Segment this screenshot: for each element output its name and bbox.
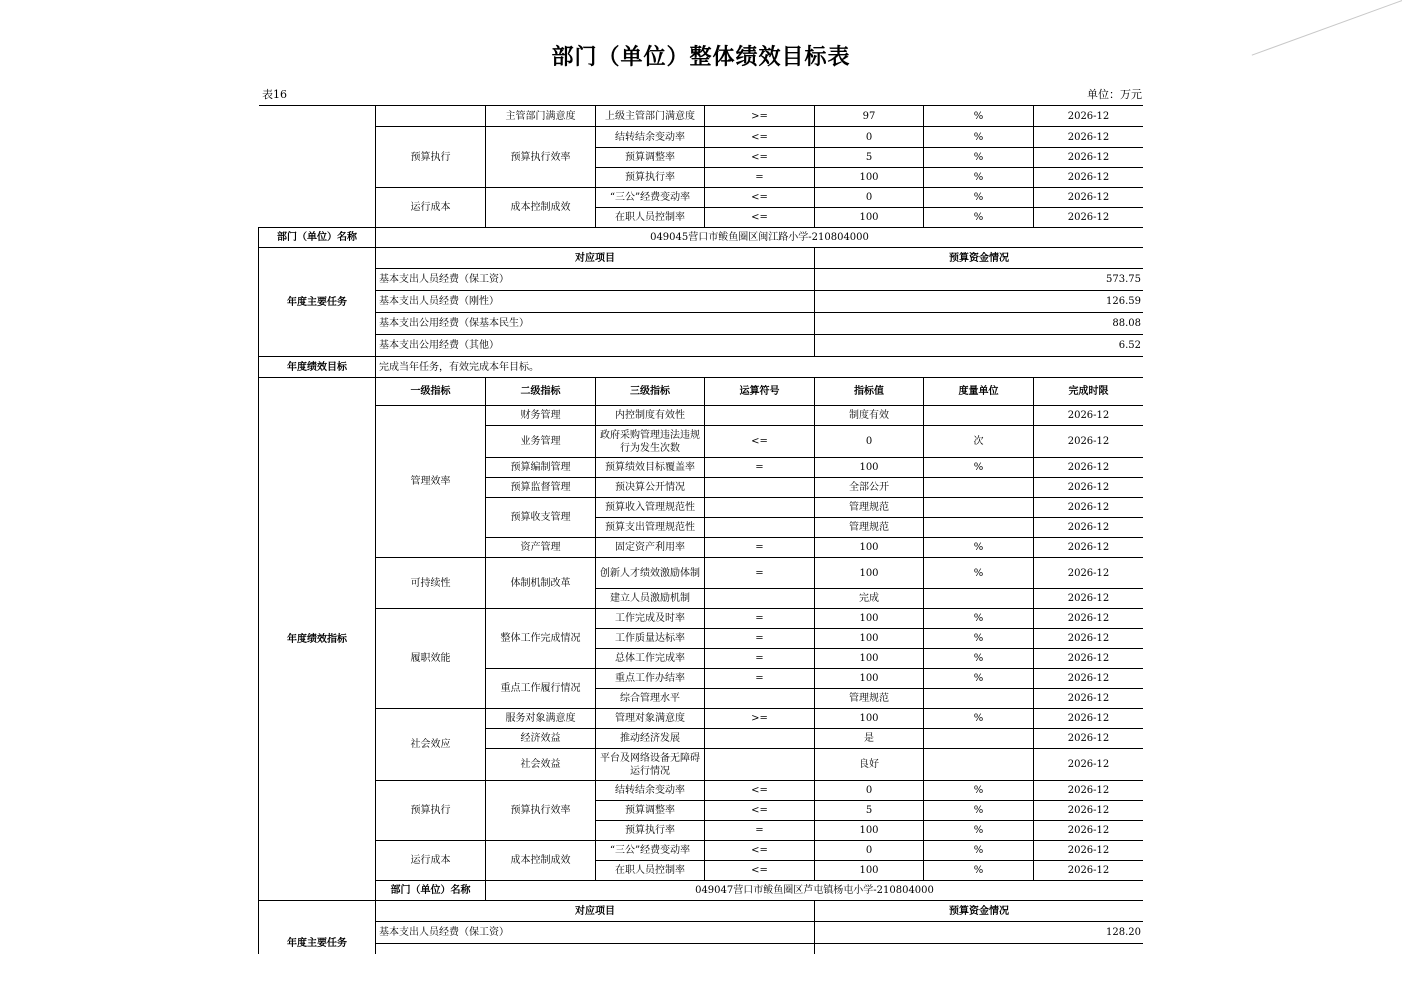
deadline-cell: 2026-12 [1034,609,1144,629]
unit-cell: % [924,649,1034,669]
l3-cell: 管理对象满意度 [596,709,705,729]
unit-cell: % [924,188,1034,208]
value-cell: 管理规范 [815,518,924,538]
unit-cell: % [924,709,1034,729]
project-name: 基本支出人员经费（刚性） [376,291,815,313]
l1-cell: 运行成本 [376,841,486,881]
continued-label-cell [259,106,376,228]
table-row [259,558,1144,589]
operator-cell: >= [705,709,815,729]
operator-cell: <= [705,127,815,148]
l3-cell: 预算调整率 [596,801,705,821]
unit-cell: 次 [924,426,1034,458]
project-amount: 573.75 [815,269,1144,291]
table-row [259,901,1144,922]
unit-cell: % [924,127,1034,148]
header-l3: 三级指标 [596,378,705,406]
operator-cell: = [705,649,815,669]
project-amount: 88.08 [815,313,1144,335]
l3-cell: 预算收入管理规范性 [596,498,705,518]
unit-cell [924,689,1034,709]
operator-cell [705,518,815,538]
project-amount: 6.52 [815,335,1144,357]
value-cell: 100 [815,538,924,558]
operator-cell: <= [705,781,815,801]
header-value: 指标值 [815,378,924,406]
unit-cell [924,406,1034,426]
operator-cell: = [705,458,815,478]
l3-cell: “三公”经费变动率 [596,188,705,208]
l3-cell: 结转结余变动率 [596,127,705,148]
l3-cell: 预算调整率 [596,148,705,168]
fund-header: 预算资金情况 [815,901,1144,922]
l3-cell: 预算执行率 [596,821,705,841]
table-row [259,922,1144,944]
operator-cell: = [705,538,815,558]
value-cell: 0 [815,127,924,148]
table-row [259,127,1144,148]
deadline-cell: 2026-12 [1034,821,1144,841]
l3-cell: 上级主管部门满意度 [596,106,705,127]
table-row [259,291,1144,313]
table-row [259,944,1144,955]
value-cell: 100 [815,669,924,689]
unit-cell: % [924,821,1034,841]
l2-cell: 预算监督管理 [486,478,596,498]
operator-cell [705,589,815,609]
unit-cell: % [924,841,1034,861]
project-name: 基本支出公用经费（其他） [376,335,815,357]
deadline-cell: 2026-12 [1034,861,1144,881]
value-cell: 100 [815,558,924,589]
deadline-cell: 2026-12 [1034,208,1144,228]
deadline-cell: 2026-12 [1034,188,1144,208]
value-cell: 是 [815,729,924,749]
l1-cell [376,106,486,127]
dept-name-label: 部门（单位）名称 [259,228,376,248]
performance-table [258,105,1143,954]
deadline-cell: 2026-12 [1034,841,1144,861]
l3-cell: 预算执行率 [596,168,705,188]
project-name: 基本支出人员经费（保工资） [376,922,815,944]
value-cell: 100 [815,861,924,881]
unit-cell: % [924,538,1034,558]
value-cell: 全部公开 [815,478,924,498]
value-cell: 0 [815,841,924,861]
unit-cell: % [924,669,1034,689]
value-cell: 制度有效 [815,406,924,426]
l2-cell: 体制机制改革 [486,558,596,609]
project-header: 对应项目 [376,248,815,269]
deadline-cell: 2026-12 [1034,106,1144,127]
table-row [259,881,1144,901]
unit-cell: % [924,558,1034,589]
project-amount: 126.59 [815,291,1144,313]
dept-name-value: 049045营口市鲅鱼圈区闽江路小学-210804000 [376,228,1144,248]
value-cell: 5 [815,148,924,168]
operator-cell: = [705,558,815,589]
header-operator: 运算符号 [705,378,815,406]
l3-cell: 工作完成及时率 [596,609,705,629]
operator-cell: = [705,669,815,689]
operator-cell: <= [705,148,815,168]
unit-cell [924,589,1034,609]
deadline-cell: 2026-12 [1034,498,1144,518]
l2-cell: 成本控制成效 [486,841,596,881]
deadline-cell: 2026-12 [1034,629,1144,649]
operator-cell: <= [705,841,815,861]
deadline-cell: 2026-12 [1034,538,1144,558]
deadline-cell: 2026-12 [1034,801,1144,821]
l2-cell: 重点工作履行情况 [486,669,596,709]
main-tasks-label: 年度主要任务 [259,248,376,357]
l3-cell: 政府采购管理违法违规行为发生次数 [596,426,705,458]
unit-cell: % [924,861,1034,881]
l3-cell: 预决算公开情况 [596,478,705,498]
deadline-cell: 2026-12 [1034,781,1144,801]
deadline-cell: 2026-12 [1034,426,1144,458]
header-l2: 二级指标 [486,378,596,406]
l2-cell: 主管部门满意度 [486,106,596,127]
l1-cell: 运行成本 [376,188,486,228]
l3-cell: 固定资产利用率 [596,538,705,558]
page-title: 部门（单位）整体绩效目标表 [551,44,851,70]
l2-cell: 社会效益 [486,749,596,781]
l3-cell: 综合管理水平 [596,689,705,709]
deadline-cell: 2026-12 [1034,406,1144,426]
unit-cell: % [924,801,1034,821]
unit-cell [924,749,1034,781]
l3-cell: 结转结余变动率 [596,781,705,801]
unit-cell: % [924,609,1034,629]
l2-cell: 预算编制管理 [486,458,596,478]
unit-cell: % [924,629,1034,649]
unit-cell [924,729,1034,749]
perf-goal-label: 年度绩效目标 [259,357,376,378]
table-row [259,188,1144,208]
deadline-cell: 2026-12 [1034,127,1144,148]
unit-cell: % [924,168,1034,188]
operator-cell: <= [705,801,815,821]
deadline-cell: 2026-12 [1034,649,1144,669]
operator-cell: <= [705,188,815,208]
unit-cell: % [924,208,1034,228]
l1-cell: 履职效能 [376,609,486,709]
operator-cell: <= [705,426,815,458]
value-cell: 100 [815,609,924,629]
l3-cell: 在职人员控制率 [596,861,705,881]
value-cell: 良好 [815,749,924,781]
table-row [259,609,1144,629]
table-row [259,841,1144,861]
project-amount: 128.20 [815,922,1144,944]
l2-cell: 财务管理 [486,406,596,426]
operator-cell [705,406,815,426]
unit-cell [924,518,1034,538]
operator-cell: = [705,609,815,629]
l1-cell: 预算执行 [376,127,486,188]
l3-cell: 推动经济发展 [596,729,705,749]
value-cell: 100 [815,208,924,228]
operator-cell [705,729,815,749]
table-row [259,781,1144,801]
fund-header: 预算资金情况 [815,248,1144,269]
deadline-cell: 2026-12 [1034,749,1144,781]
operator-cell [705,749,815,781]
value-cell: 5 [815,801,924,821]
l2-cell: 服务对象满意度 [486,709,596,729]
operator-cell: <= [705,861,815,881]
l2-cell: 资产管理 [486,538,596,558]
l3-cell: 预算绩效目标覆盖率 [596,458,705,478]
l3-cell: “三公”经费变动率 [596,841,705,861]
performance-table-viewport[interactable] [258,105,1143,954]
deadline-cell: 2026-12 [1034,518,1144,538]
unit-cell [924,498,1034,518]
operator-cell [705,689,815,709]
l3-cell: 重点工作办结率 [596,669,705,689]
value-cell: 100 [815,649,924,669]
value-cell: 100 [815,821,924,841]
l3-cell: 内控制度有效性 [596,406,705,426]
dept-name-label: 部门（单位）名称 [376,881,486,901]
deadline-cell: 2026-12 [1034,709,1144,729]
l3-cell: 创新人才绩效激励体制 [596,558,705,589]
deadline-cell: 2026-12 [1034,689,1144,709]
deadline-cell: 2026-12 [1034,458,1144,478]
perf-index-label: 年度绩效指标 [259,378,376,901]
project-name: 基本支出人员经费（保工资） [376,269,815,291]
value-cell: 0 [815,781,924,801]
value-cell: 0 [815,188,924,208]
l2-cell: 业务管理 [486,426,596,458]
table-number: 表16 [262,88,287,101]
l2-cell: 预算收支管理 [486,498,596,538]
l3-cell: 在职人员控制率 [596,208,705,228]
deadline-cell: 2026-12 [1034,729,1144,749]
unit-cell: % [924,781,1034,801]
l1-cell: 预算执行 [376,781,486,841]
project-name [376,944,815,955]
deadline-cell: 2026-12 [1034,558,1144,589]
header-deadline: 完成时限 [1034,378,1144,406]
header-l1: 一级指标 [376,378,486,406]
project-name: 基本支出公用经费（保基本民生） [376,313,815,335]
l2-cell: 预算执行效率 [486,781,596,841]
l2-cell: 整体工作完成情况 [486,609,596,669]
operator-cell: = [705,821,815,841]
l3-cell: 工作质量达标率 [596,629,705,649]
value-cell: 100 [815,458,924,478]
table-row [259,378,1144,406]
value-cell: 100 [815,629,924,649]
value-cell: 管理规范 [815,498,924,518]
table-row [259,357,1144,378]
table-row [259,313,1144,335]
deadline-cell: 2026-12 [1034,148,1144,168]
deadline-cell: 2026-12 [1034,168,1144,188]
deadline-cell: 2026-12 [1034,478,1144,498]
header-unit: 度量单位 [924,378,1034,406]
main-tasks-label: 年度主要任务 [259,901,376,955]
value-cell: 0 [815,426,924,458]
unit-cell [924,478,1034,498]
operator-cell: = [705,168,815,188]
unit-cell: % [924,106,1034,127]
l3-cell: 建立人员激励机制 [596,589,705,609]
value-cell: 97 [815,106,924,127]
l3-cell: 总体工作完成率 [596,649,705,669]
table-row [259,106,1144,127]
operator-cell [705,478,815,498]
dept-name-value: 049047营口市鲅鱼圈区芦屯镇杨屯小学-210804000 [486,881,1144,901]
l3-cell: 预算支出管理规范性 [596,518,705,538]
value-cell: 100 [815,709,924,729]
table-row [259,248,1144,269]
l1-cell: 可持续性 [376,558,486,609]
l2-cell: 成本控制成效 [486,188,596,228]
project-amount [815,944,1144,955]
unit-cell: % [924,458,1034,478]
table-row [259,269,1144,291]
table-row [259,335,1144,357]
l1-cell: 管理效率 [376,406,486,558]
operator-cell: <= [705,208,815,228]
perf-goal-value: 完成当年任务，有效完成本年目标。 [376,357,1144,378]
l3-cell: 平台及网络设备无障碍运行情况 [596,749,705,781]
operator-cell [705,498,815,518]
table-row [259,709,1144,729]
deadline-cell: 2026-12 [1034,669,1144,689]
operator-cell: = [705,629,815,649]
value-cell: 完成 [815,589,924,609]
value-cell: 管理规范 [815,689,924,709]
table-row [259,406,1144,426]
l2-cell: 经济效益 [486,729,596,749]
unit-label: 单位：万元 [1087,88,1142,101]
value-cell: 100 [815,168,924,188]
unit-cell: % [924,148,1034,168]
l1-cell: 社会效应 [376,709,486,781]
l2-cell: 预算执行效率 [486,127,596,188]
operator-cell: >= [705,106,815,127]
table-row [259,228,1144,248]
project-header: 对应项目 [376,901,815,922]
deadline-cell: 2026-12 [1034,589,1144,609]
